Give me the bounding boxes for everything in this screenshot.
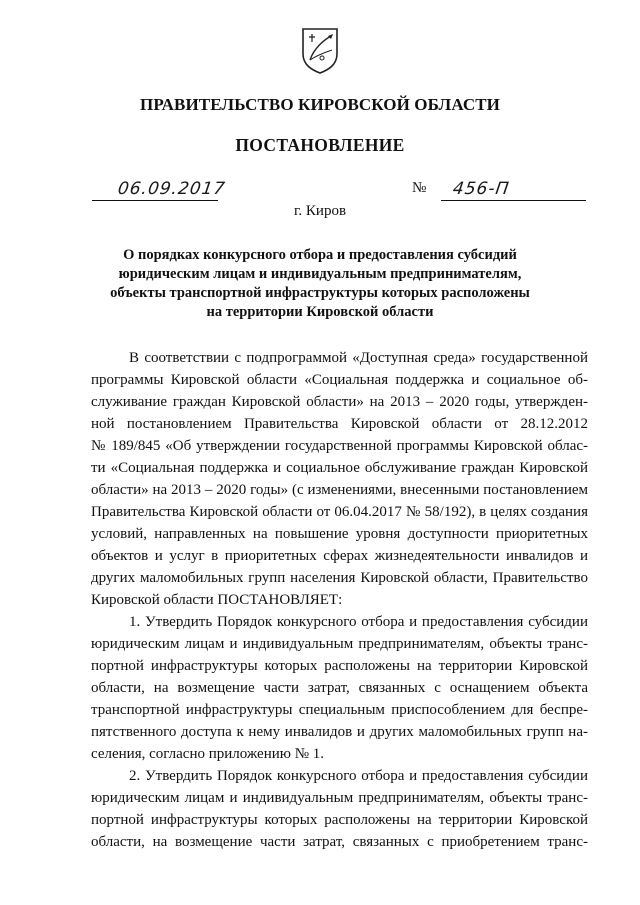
title-line: О порядках конкурсного отбора и предоставления субсидий	[123, 247, 517, 263]
date-field	[92, 176, 227, 201]
document-type: ПОСТАНОВЛЕНИЕ	[235, 135, 405, 155]
body-line: Правительства Кировской области от 06.04.2017 № 58/192), в целях создания	[91, 504, 588, 520]
title-line: объекты транспортной инфраструктуры которых расположены	[110, 285, 530, 301]
organization-name: ПРАВИТЕЛЬСТВО КИРОВСКОЙ ОБЛАСТИ	[140, 95, 500, 114]
title-line: юридическим лицам и индивидуальным предпринимателям,	[118, 266, 522, 282]
body-line: пятственного доступа к нему инвалидов и других маломобильных групп на-	[91, 724, 588, 740]
number-field	[441, 176, 586, 201]
body-line: портной инфраструктуры которых расположены на территории Кировской	[91, 658, 588, 674]
body-line: № 189/845 «Об утверждении государственной программы Кировской облас-	[91, 438, 588, 454]
body-line: селения, согласно приложению № 1.	[91, 746, 325, 762]
body-line: служивание граждан Кировской области» на 2013 – 2020 годы, утвержден-	[91, 394, 588, 410]
body-line: области, на возмещение части затрат, связанных с приобретением транс-	[91, 834, 588, 850]
body-line: 2. Утвердить Порядок конкурсного отбора и предоставления субсидии	[129, 768, 588, 784]
body-line: программы Кировской области «Социальная поддержка и социальное об-	[91, 372, 588, 388]
body-line: юридическим лицам и индивидуальным предпринимателям, объекты транс-	[91, 790, 588, 806]
body-line: 1. Утвердить Порядок конкурсного отбора и предоставления субсидии	[129, 614, 588, 630]
body-line: области, на возмещение части затрат, связанных с оснащением объекта	[91, 680, 588, 696]
handwritten-number: 456-П	[451, 179, 511, 199]
title-line: на территории Кировской области	[206, 304, 434, 320]
body-line: ной постановлением Правительства Кировской области от 28.12.2012	[91, 416, 588, 432]
body-line: условий, направленных на повышение уровня доступности приоритетных	[91, 526, 588, 542]
body-line: области» на 2013 – 2020 годы» (с изменениями, внесенными постановлением	[91, 482, 588, 498]
body-line: Кировской области ПОСТАНОВЛЯЕТ:	[91, 592, 343, 608]
document-title	[100, 246, 540, 322]
body-line: объектов и услуг в приоритетных сферах жизнедеятельности инвалидов и	[91, 548, 588, 564]
body-line: ти «Социальная поддержка и социальное обслуживание граждан Кировской	[91, 460, 588, 476]
number-label: №	[412, 180, 427, 196]
body-line: юридическим лицам и индивидуальным предпринимателям, объекты транс-	[91, 636, 588, 652]
body-line: В соответствии с подпрограммой «Доступная среда» государственной	[129, 350, 588, 366]
body-line: других маломобильных групп населения Кировской области, Правительство	[91, 570, 588, 586]
document-body	[91, 347, 588, 853]
body-line: транспортной инфраструктуры специальным приспособлением для беспре-	[91, 702, 588, 718]
coat-of-arms-emblem	[300, 26, 340, 74]
city: г. Киров	[293, 203, 347, 219]
body-line: портной инфраструктуры которых расположены на территории Кировской	[91, 812, 588, 828]
handwritten-date: 06.09.2017	[116, 179, 227, 199]
